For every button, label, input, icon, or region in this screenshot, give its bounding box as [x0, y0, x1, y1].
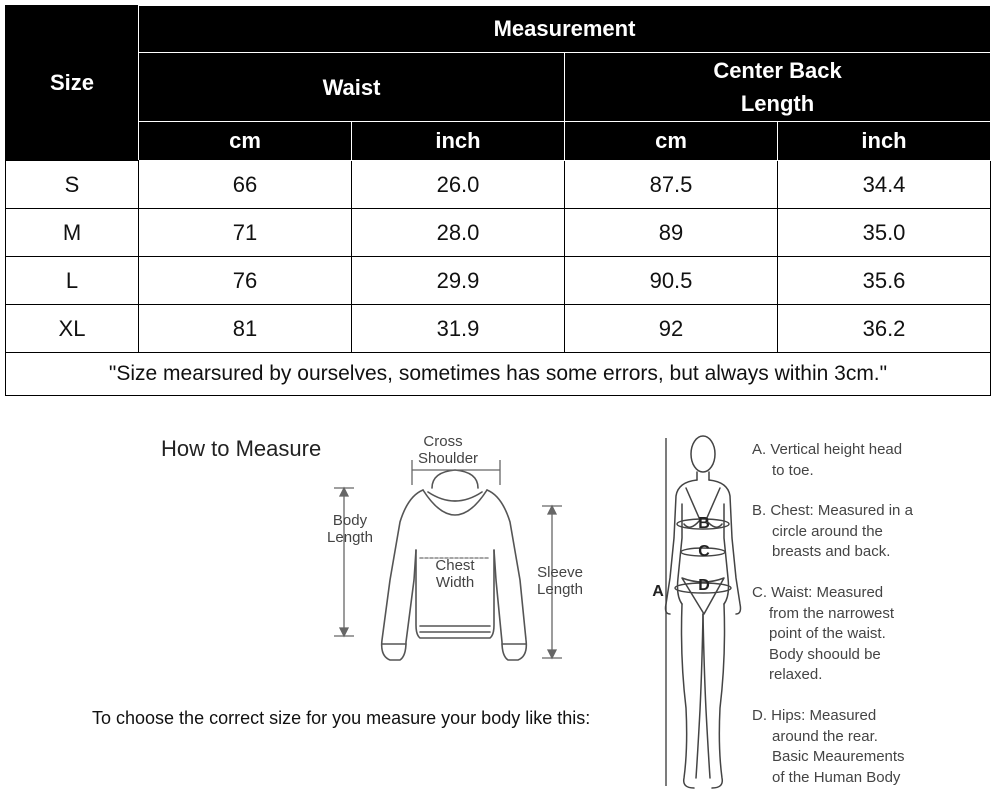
size-cell: M: [6, 209, 139, 257]
legend-b: B. Chest: Measured in a circle around the breasts and back.: [752, 502, 913, 560]
legend-d: D. Hips: Measured around the rear. Basic Meaurements of the Human Body: [752, 707, 905, 786]
measure-instruction: To choose the correct size for you measure your body like this:: [92, 708, 591, 728]
value-cell: 35.6: [778, 257, 991, 305]
unit-header: cm: [139, 122, 352, 161]
value-cell: 89: [565, 209, 778, 257]
size-chart-table: [5, 5, 991, 396]
unit-header: cm: [565, 122, 778, 161]
mark-b: B: [698, 515, 710, 532]
value-cell: 66: [139, 161, 352, 209]
body-length-label: Body Length: [327, 512, 373, 546]
table-row: [6, 209, 991, 257]
legend-a: A. Vertical height head to toe.: [752, 441, 903, 479]
size-header: Size: [6, 6, 139, 161]
value-cell: 36.2: [778, 305, 991, 353]
mark-c: C: [698, 543, 710, 560]
value-cell: 35.0: [778, 209, 991, 257]
size-cell: XL: [6, 305, 139, 353]
table-row: [6, 305, 991, 353]
unit-header: inch: [352, 122, 565, 161]
value-cell: 34.4: [778, 161, 991, 209]
value-cell: 87.5: [565, 161, 778, 209]
mark-d: D: [698, 577, 710, 594]
value-cell: 81: [139, 305, 352, 353]
value-cell: 90.5: [565, 257, 778, 305]
value-cell: 26.0: [352, 161, 565, 209]
size-note: "Size mearsured by ourselves, sometimes has some errors, but always within 3cm.": [6, 353, 991, 396]
unit-header: inch: [778, 122, 991, 161]
legend-c: C. Waist: Measured from the narrowest point of the waist. Body shoould be relaxed.: [752, 584, 895, 683]
how-to-measure-title: How to Measure: [161, 436, 322, 461]
size-cell: S: [6, 161, 139, 209]
size-cell: L: [6, 257, 139, 305]
mark-a: A: [652, 583, 664, 600]
measurement-header: Measurement: [139, 6, 991, 53]
center-back-length-header: Center Back Length: [565, 53, 991, 122]
sleeve-length-label: Sleeve Length: [537, 564, 583, 598]
value-cell: 29.9: [352, 257, 565, 305]
human-body-diagram: [640, 428, 750, 794]
waist-header: Waist: [139, 53, 565, 122]
value-cell: 28.0: [352, 209, 565, 257]
value-cell: 71: [139, 209, 352, 257]
value-cell: 31.9: [352, 305, 565, 353]
cross-shoulder-label: Cross Shoulder: [418, 433, 479, 467]
chest-width-label: Chest Width: [435, 557, 475, 591]
value-cell: 92: [565, 305, 778, 353]
table-row: [6, 161, 991, 209]
value-cell: 76: [139, 257, 352, 305]
table-row: [6, 257, 991, 305]
